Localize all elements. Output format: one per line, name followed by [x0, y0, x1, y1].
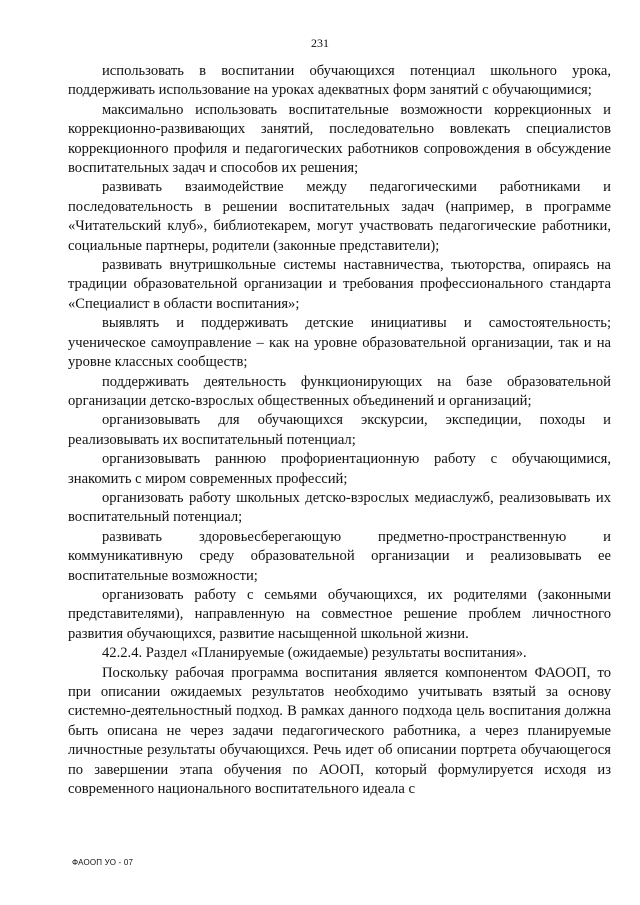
paragraph: развивать взаимодействие между педагогическими работниками и последовательность в решении воспитательных задач (например, в программе «Читательский клуб», библиотекарем, могут участвовать педагогические работники, социальные партнеры, родители (законные представители); — [68, 179, 611, 254]
footer-document-code: ФАООП УО - 07 — [72, 858, 134, 867]
paragraph: организовать работу с семьями обучающихся, их родителями (законными представителями), направленную на совместное решение проблем личностного развития обучающихся, развитие насыщенной школьной жизни. — [68, 586, 611, 642]
page-number: 231 — [311, 36, 329, 50]
paragraph: организовать работу школьных детско-взрослых медиаслужб, реализовывать их воспитательный потенциал; — [68, 489, 611, 526]
paragraph: выявлять и поддерживать детские инициативы и самостоятельность; ученическое самоуправление – как на уровне образовательной организации, так и на уровне классных сообществ; — [68, 315, 611, 371]
document-body — [68, 62, 611, 799]
paragraph: организовывать раннюю профориентационную работу с обучающимися, знакомить с миром современных профессий; — [68, 451, 611, 487]
paragraph: развивать внутришкольные системы наставничества, тьюторства, опираясь на традиции образовательной организации и требования профессионального стандарта «Специалист в области воспитания»; — [68, 257, 611, 312]
paragraph: максимально использовать воспитательные возможности коррекционных и коррекционно-развивающих занятий, последовательно вовлекать специалистов коррекционного профиля и педагогических работников сопровождения в обсуждение воспитательных задач и способов их решения; — [68, 101, 611, 177]
paragraph: Поскольку рабочая программа воспитания является компонентом ФАООП, то при описании ожидаемых результатов необходимо учитывать взятый за основу системно-деятельностный подход. В рамках данного подхода цель воспитания должна быть описана не через задачи педагогического работника, а через планируемые личностные результаты обучающихся. Речь идет об описании портрета обучающегося по завершении этапа обучения по АООП, который формулируется исходя из современного национального воспитательного идеала с — [68, 664, 611, 798]
paragraph: использовать в воспитании обучающихся потенциал школьного урока, поддерживать использование на уроках адекватных форм занятий с обучающимися; — [68, 63, 611, 99]
section-heading: 42.2.4. Раздел «Планируемые (ожидаемые) результаты воспитания». — [102, 645, 527, 662]
paragraph: развивать здоровьесберегающую предметно-пространственную и коммуникативную среду образовательной организации и реализовывать ее воспитательные возможности; — [68, 528, 611, 584]
paragraph: организовывать для обучающихся экскурсии, экспедиции, походы и реализовывать их воспитательный потенциал; — [68, 412, 611, 448]
paragraph: поддерживать деятельность функционирующих на базе образовательной организации детско-взрослых общественных объединений и организаций; — [68, 373, 611, 409]
